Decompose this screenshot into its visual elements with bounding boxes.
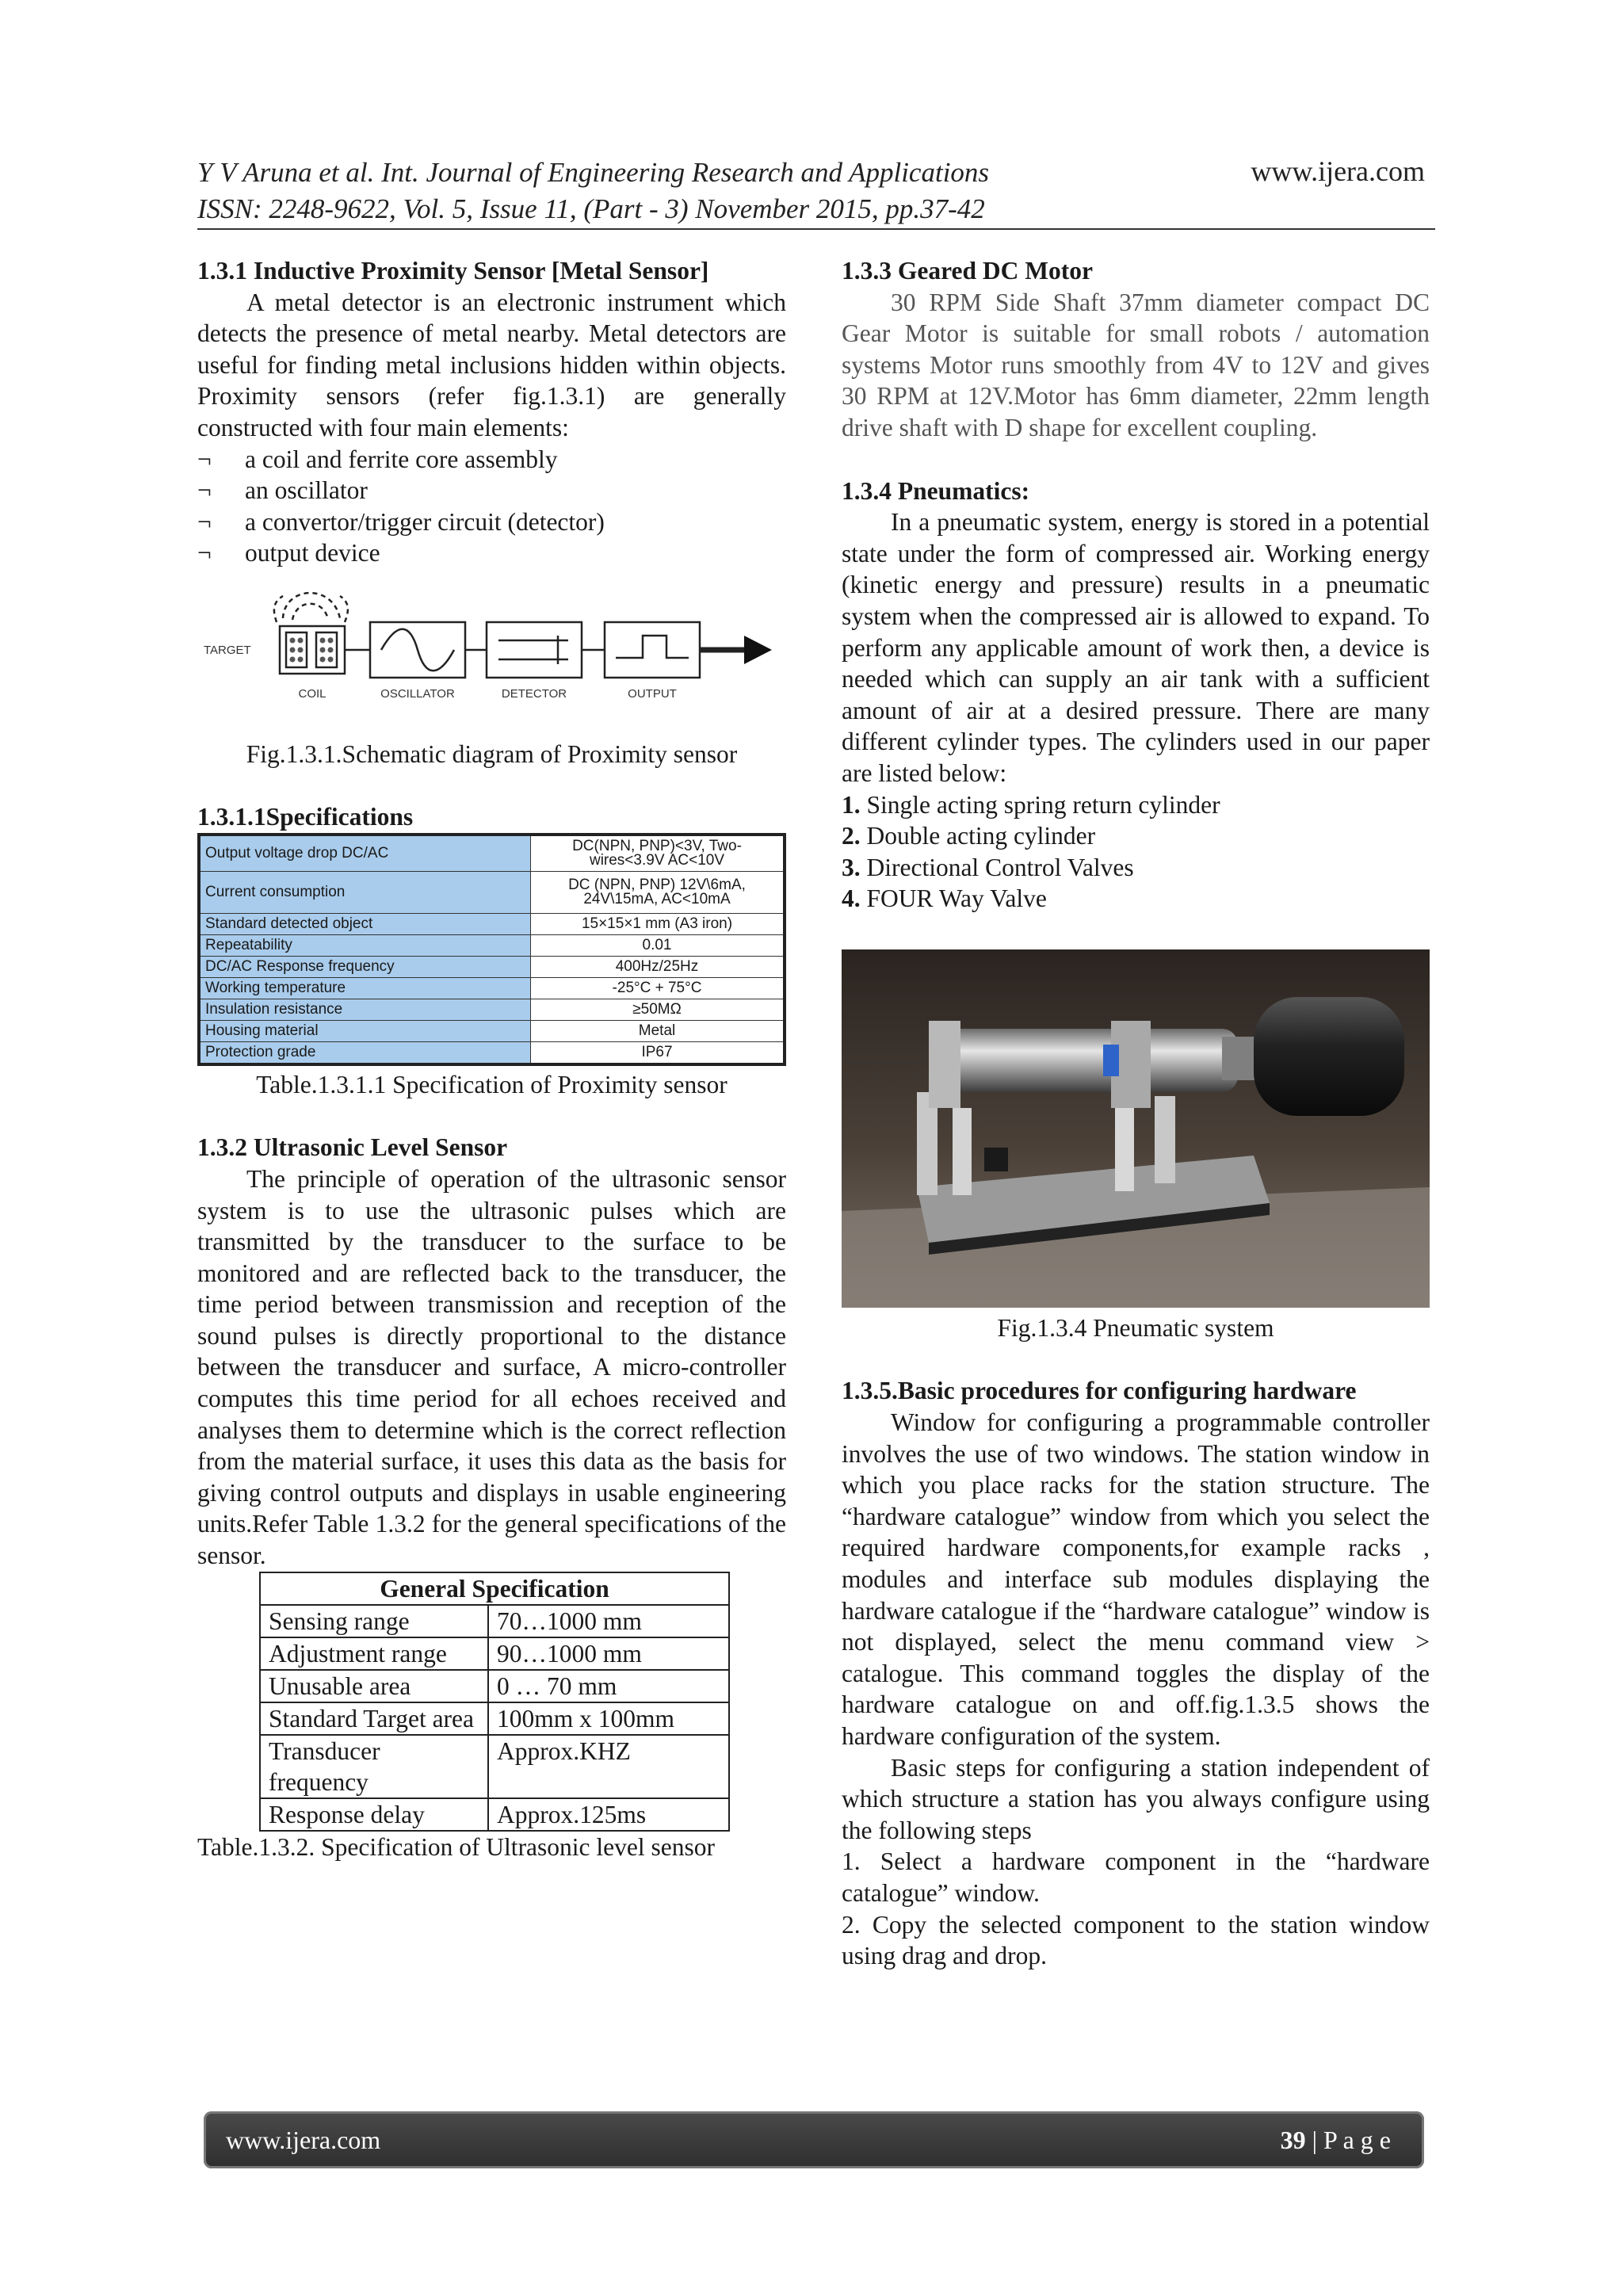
pneumatic-system-photo [842,949,1430,1308]
coil-winding-right [316,632,337,667]
field-line [340,596,348,622]
bullet-mark: ¬ [197,445,212,473]
header-site-link[interactable]: www.ijera.com [1251,155,1425,187]
label-detector: DETECTOR [501,686,567,701]
figure-1-3-1-caption: Fig.1.3.1.Schematic diagram of Proximity sensor [246,739,738,768]
bullet-mark: ¬ [197,539,212,567]
list-item: 4. FOUR Way Valve [842,884,1047,913]
step-1: 1. Select a hardware component in the “hardware catalogue” window. [842,1847,1430,1907]
section-1-3-4-heading: 1.3.4 Pneumatics: [842,476,1030,505]
right-column [842,255,1430,1972]
header-divider [197,228,1435,230]
detector-box [487,622,582,678]
list-item-text: an oscillator [245,476,368,505]
section-1-3-5-paragraph-2: Basic steps for configuring a station independent of which structure a station has you always configure using the following steps [842,1753,1430,1844]
square-pulse [616,636,689,658]
table-row: Sensing range 70…1000 mm [260,1605,729,1637]
table-row: Unusable area 0 … 70 mm [260,1670,729,1702]
list-item: 1. Single acting spring return cylinder [842,790,1220,819]
label-coil: COIL [298,686,327,701]
table-row: Standard detected object 15×15×1 mm (A3 iron) [199,913,785,934]
figure-1-3-4-caption: Fig.1.3.4 Pneumatic system [997,1313,1274,1342]
black-grip [1254,997,1404,1116]
table-row: Insulation resistance ≥50MΩ [199,999,785,1020]
step-2: 2. Copy the selected component to the station window using drag and drop. [842,1910,1430,1970]
table-row: Output voltage drop DC/AC DC(NPN, PNP)<3V, Two-wires<3.9V AC<10V [199,835,785,872]
section-1-3-1-heading: 1.3.1 Inductive Proximity Sensor [Metal Sensor] [197,257,709,285]
list-item-text: a convertor/trigger circuit (detector) [245,507,605,536]
footer-site-link[interactable]: www.ijera.com [226,2126,381,2154]
table-1-3-2-caption: Table.1.3.2. Specification of Ultrasonic level sensor [197,1832,715,1861]
page-number: 39 | P a g e [1280,2126,1391,2154]
journal-title: Y V Aruna et al. Int. Journal of Engineering Research and Applications [197,157,990,188]
section-1-3-2-paragraph: The principle of operation of the ultrasonic sensor system is to use the ultrasonic pulses which are transmitted by the transducer to the surface to be monitored and are reflected back to the transducer, the time period between transmission and reception of the sound pulses is directly proportional to the distance between the transducer and surface, A micro-controller computes this time period for all echoes received and analyses them to determine which is the correct reflection from the material surface, it uses this data as the basis for giving control outputs and displays in usable engineering units.Refer Table 1.3.2 for the general specifications of the sensor. [197,1164,786,1570]
proximity-spec-table [197,833,786,1066]
table-row: Repeatability 0.01 [199,934,785,956]
list-item [197,506,786,538]
left-column [197,255,786,1862]
sine-wave [381,629,454,671]
running-header [197,155,989,227]
list-item-text: output device [245,539,380,567]
table-row: Current consumption DC (NPN, PNP) 12V\6mA, 24V\15mA, AC<10mA [199,871,785,913]
blue-fitting [1103,1045,1119,1076]
section-1-3-3-heading: 1.3.3 Geared DC Motor [842,257,1093,285]
label-output: OUTPUT [628,686,677,701]
issn-line: ISSN: 2248-9622, Vol. 5, Issue 11, (Part - 3) November 2015, pp.37-42 [197,193,985,224]
field-line [274,596,283,622]
element-list [197,444,786,569]
field-line [292,604,328,620]
cylinder-body [937,1029,1238,1092]
table-row: DC/AC Response frequency 400Hz/25Hz [199,956,785,977]
bullet-mark: ¬ [197,507,212,536]
section-1-3-4-paragraph: In a pneumatic system, energy is stored in a potential state under the form of compressed air. Working energy (kinetic energy and pressure) results in a pneumatic system when the compressed air is allowed to expand. To perform any applicable amount of work then, a device is needed which can supply an air tank with a sufficient amount of air at a desired pressure. There are many different cylinder types. The cylinders used in our paper are listed below: [842,508,1430,787]
list-item [197,444,786,476]
section-1-3-2-heading: 1.3.2 Ultrasonic Level Sensor [197,1133,508,1162]
table-row: Response delay Approx.125ms [260,1798,729,1831]
coil-winding-left [286,632,307,667]
table-row: Standard Target area 100mm x 100mm [260,1702,729,1735]
output-box [605,622,700,678]
section-1-3-3-paragraph: 30 RPM Side Shaft 37mm diameter compact DC Gear Motor is suitable for small robots / automation systems Motor runs smoothly from 4V to 12V and gives 30 RPM at 12V.Motor has 6mm diameter, 22mm length drive shaft with D shape for excellent coupling. [842,288,1430,441]
label-target: TARGET [204,643,251,657]
bullet-mark: ¬ [197,476,212,505]
table-row: Adjustment range 90…1000 mm [260,1637,729,1670]
list-item: 3. Directional Control Valves [842,853,1134,881]
section-1-3-5-paragraph-1: Window for configuring a programmable controller involves the use of two windows. The station window in which you place racks for the station structure. The “hardware catalogue” window from which you select the required hardware components,for example racks , modules and interface sub modules displaying the hardware catalogue if the “hardware catalogue” window is not displayed, select the menu command view > catalogue. This command toggles the display of the hardware catalogue on and off.fig.1.3.5 shows the hardware configuration of the system. [842,1408,1430,1750]
table-row: Transducer frequency Approx.KHZ [260,1735,729,1798]
list-item-text: a coil and ferrite core assembly [245,445,558,473]
list-item [197,537,786,569]
arrow-head [744,636,772,664]
cylinder-list [842,789,1430,915]
proximity-schematic-diagram [197,579,786,721]
specifications-heading: 1.3.1.1Specifications [197,803,414,831]
table-row: Housing material Metal [199,1020,785,1041]
table-row: Working temperature -25°C + 75°C [199,977,785,999]
list-item [197,475,786,506]
page-footer [204,2111,1424,2168]
table-row: Protection grade IP67 [199,1041,785,1064]
section-1-3-1-paragraph: A metal detector is an electronic instrument which detects the presence of metal nearby. Metal detectors are useful for finding metal inclusions hidden within objects. Proximity sensors (refer fig.1.3.1) are generally constructed with four main elements: [197,288,786,441]
label-oscillator: OSCILLATOR [380,686,455,701]
section-1-3-5-heading: 1.3.5.Basic procedures for configuring hardware [842,1377,1357,1405]
table-1-3-1-1-caption: Table.1.3.1.1 Specification of Proximity sensor [256,1070,727,1098]
field-line [283,593,340,618]
table-header-row: General Specification [260,1572,729,1605]
ultrasonic-spec-table [259,1572,730,1832]
list-item: 2. Double acting cylinder [842,822,1096,850]
